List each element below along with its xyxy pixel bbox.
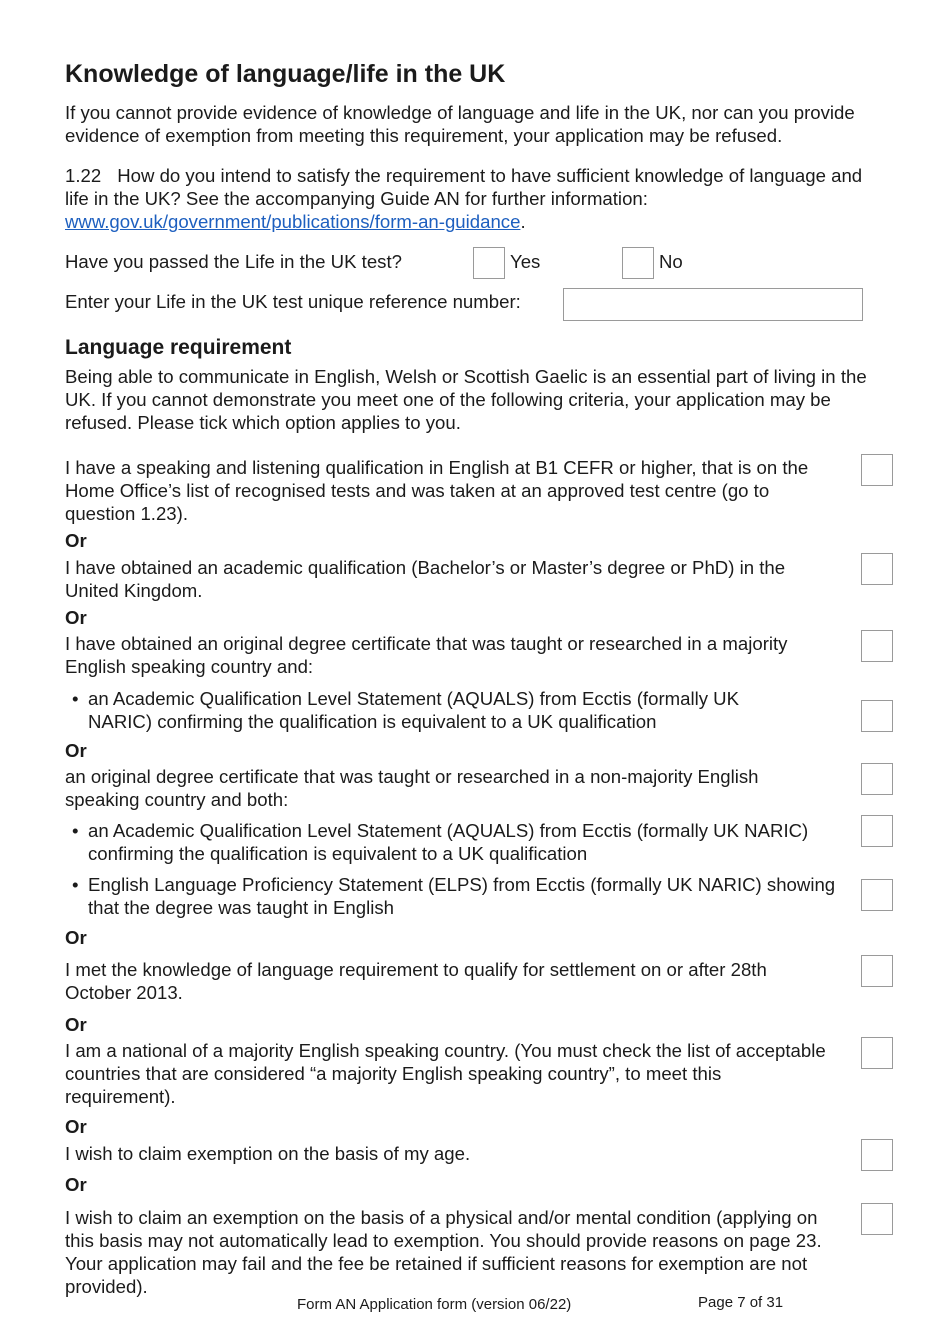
option-text: I met the knowledge of language requirement to qualify for settlement on or after 28th October 2013. — [65, 959, 767, 1003]
option-text: English Language Proficiency Statement (ELPS) from Ecctis (formally UK NARIC) showing that the degree was taught in English — [88, 874, 836, 918]
option-text: I have obtained an original degree certificate that was taught or researched in a majority English speaking country and: — [65, 633, 788, 677]
question-text: How do you intend to satisfy the requirement to have sufficient knowledge of language and life in the UK? See the accompanying Guide AN for further information: — [65, 165, 863, 209]
or-label: Or — [65, 1014, 87, 1035]
question-1-22 — [65, 164, 865, 233]
bullet: • — [72, 688, 79, 709]
or-label: Or — [65, 927, 87, 948]
life-test-yes-label: Yes — [510, 251, 541, 272]
option-checkbox[interactable] — [861, 630, 893, 662]
option-text: an original degree certificate that was taught or researched in a non-majority English speaking country and both: — [65, 766, 759, 810]
life-test-question: Have you passed the Life in the UK test? — [65, 251, 402, 272]
link-suffix: . — [520, 211, 526, 232]
option-checkbox[interactable] — [861, 1139, 893, 1171]
footer-form-name: Form AN Application form (version 06/22) — [297, 1296, 572, 1313]
option-checkbox[interactable] — [861, 815, 893, 847]
reference-label: Enter your Life in the UK test unique reference number: — [65, 291, 521, 312]
or-label: Or — [65, 1116, 87, 1137]
option-checkbox[interactable] — [861, 763, 893, 795]
option-checkbox[interactable] — [861, 879, 893, 911]
option-text: I have obtained an academic qualification (Bachelor’s or Master’s degree or PhD) in the United Kingdom. — [65, 557, 786, 601]
page-title: Knowledge of language/life in the UK — [65, 60, 506, 88]
option-text: an Academic Qualification Level Statement (AQUALS) from Ecctis (formally UK NARIC) confirming the qualification is equivalent to a UK qualification — [88, 820, 809, 864]
option-text: I am a national of a majority English speaking country. (You must check the list of acceptable countries that are considered “a majority English speaking country”, to meet this requirement). — [65, 1040, 826, 1107]
option-text: I wish to claim an exemption on the basis of a physical and/or mental condition (applying on this basis may not automatically lead to exemption. You should provide reasons on page 23. Your application may fail and the fee be retained if sufficient reasons for exemption are not provided). — [65, 1207, 822, 1297]
life-test-no-checkbox[interactable] — [622, 247, 654, 279]
or-label: Or — [65, 607, 87, 628]
option-checkbox[interactable] — [861, 553, 893, 585]
language-intro: Being able to communicate in English, Welsh or Scottish Gaelic is an essential part of living in the UK. If you cannot demonstrate you meet one of the following criteria, your application may be refused. Please tick which option applies to you. — [65, 366, 867, 433]
life-test-no-label: No — [659, 251, 683, 272]
guidance-link[interactable]: www.gov.uk/government/publications/form-an-guidance — [65, 211, 521, 232]
bullet: • — [72, 820, 79, 841]
option-text: I wish to claim exemption on the basis of my age. — [65, 1143, 471, 1164]
intro-text: If you cannot provide evidence of knowledge of language and life in the UK, nor can you provide evidence of exemption from meeting this requirement, your application may be refused. — [65, 102, 855, 146]
bullet: • — [72, 874, 79, 895]
option-text: an Academic Qualification Level Statement (AQUALS) from Ecctis (formally UK NARIC) confirming the qualification is equivalent to a UK qualification — [88, 688, 740, 732]
or-label: Or — [65, 530, 87, 551]
reference-number-input[interactable] — [563, 288, 863, 321]
life-test-yes-checkbox[interactable] — [473, 247, 505, 279]
option-checkbox[interactable] — [861, 1203, 893, 1235]
option-text: I have a speaking and listening qualification in English at B1 CEFR or higher, that is on the Home Office’s list of recognised tests and was taken at an approved test centre (go to question 1.23). — [65, 457, 809, 524]
option-checkbox[interactable] — [861, 955, 893, 987]
or-label: Or — [65, 740, 87, 761]
option-checkbox[interactable] — [861, 700, 893, 732]
option-checkbox[interactable] — [861, 454, 893, 486]
option-checkbox[interactable] — [861, 1037, 893, 1069]
or-label: Or — [65, 1174, 87, 1195]
footer-page-number: Page 7 of 31 — [698, 1294, 784, 1311]
language-heading: Language requirement — [65, 336, 292, 359]
question-number: 1.22 — [65, 165, 102, 186]
